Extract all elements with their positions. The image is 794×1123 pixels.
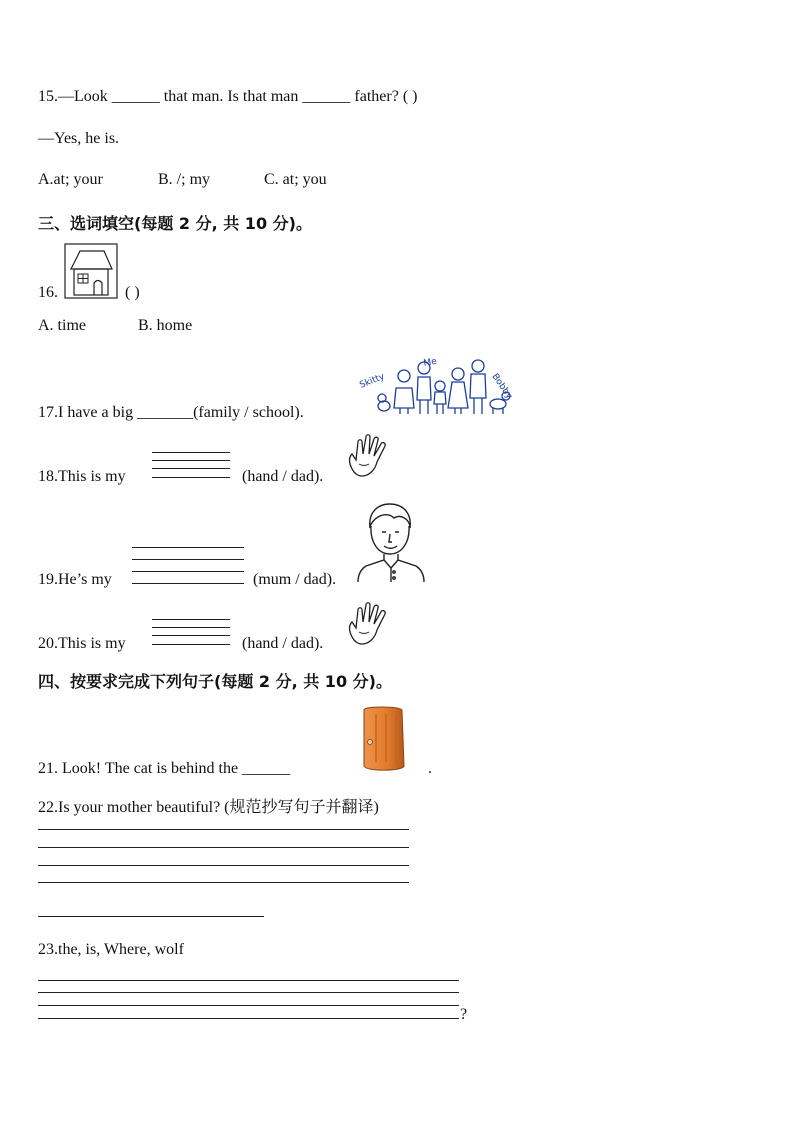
section-3-title: 三、选词填空(每题 2 分, 共 10 分)。	[38, 214, 312, 233]
q19-writing-line-3	[132, 571, 244, 572]
q18-writing-line-1	[152, 452, 230, 453]
q15-line2: —Yes, he is.	[38, 130, 120, 147]
q22-translation-line	[38, 916, 264, 917]
q23-question-mark: ?	[460, 1006, 468, 1023]
q22-writing-line-1	[38, 829, 409, 830]
hand-icon	[344, 432, 390, 480]
q22-writing-line-4	[38, 882, 409, 883]
q20-suffix: (hand / dad).	[242, 635, 324, 652]
door-icon	[356, 704, 408, 774]
house-icon	[64, 243, 118, 299]
q23-writing-line-3	[38, 1005, 459, 1006]
q15-line1: 15.—Look ______ that man. Is that man ______ father? ( )	[38, 88, 418, 105]
q22-writing-line-3	[38, 865, 409, 866]
q15-option-b: B. /; my	[158, 171, 211, 188]
family-label-skitty: Skitty	[358, 371, 387, 391]
q19-prefix: 19.He’s my	[38, 571, 112, 588]
q18-writing-line-3	[152, 468, 230, 469]
q23-writing-line-2	[38, 992, 459, 993]
q19-writing-line-1	[132, 547, 244, 548]
q16-number: 16.	[38, 284, 58, 301]
q17-text: 17.I have a big _______(family / school).	[38, 404, 304, 421]
man-portrait-icon	[356, 500, 426, 582]
q23-writing-line-4	[38, 1018, 459, 1019]
q18-writing-line-2	[152, 460, 230, 461]
q16-answer-paren: ( )	[125, 284, 140, 301]
q20-prefix: 20.This is my	[38, 635, 126, 652]
hand-icon	[344, 600, 390, 648]
family-icon	[358, 352, 523, 418]
q20-writing-line-1	[152, 619, 230, 620]
q20-writing-line-3	[152, 635, 230, 636]
q15-option-a: A.at; your	[38, 171, 103, 188]
q20-writing-line-4	[152, 644, 230, 645]
family-label-bobby: Bobby	[489, 371, 515, 402]
q18-prefix: 18.This is my	[38, 468, 126, 485]
section-4-title: 四、按要求完成下列句子(每题 2 分, 共 10 分)。	[38, 672, 392, 691]
q19-writing-line-2	[132, 559, 244, 560]
q21-period: .	[428, 760, 432, 777]
q22-text: 22.Is your mother beautiful? (规范抄写句子并翻译)	[38, 799, 379, 816]
q15-option-c: C. at; you	[264, 171, 327, 188]
q19-writing-line-4	[132, 583, 244, 584]
q22-writing-line-2	[38, 847, 409, 848]
q18-suffix: (hand / dad).	[242, 468, 324, 485]
q19-suffix: (mum / dad).	[253, 571, 337, 588]
q23-text: 23.the, is, Where, wolf	[38, 941, 184, 958]
q18-writing-line-4	[152, 477, 230, 478]
q20-writing-line-2	[152, 627, 230, 628]
q21-text: 21. Look! The cat is behind the ______	[38, 760, 291, 777]
family-label-me: Me	[422, 356, 438, 369]
q23-writing-line-1	[38, 980, 459, 981]
q16-option-b: B. home	[138, 317, 193, 334]
q16-option-a: A. time	[38, 317, 86, 334]
